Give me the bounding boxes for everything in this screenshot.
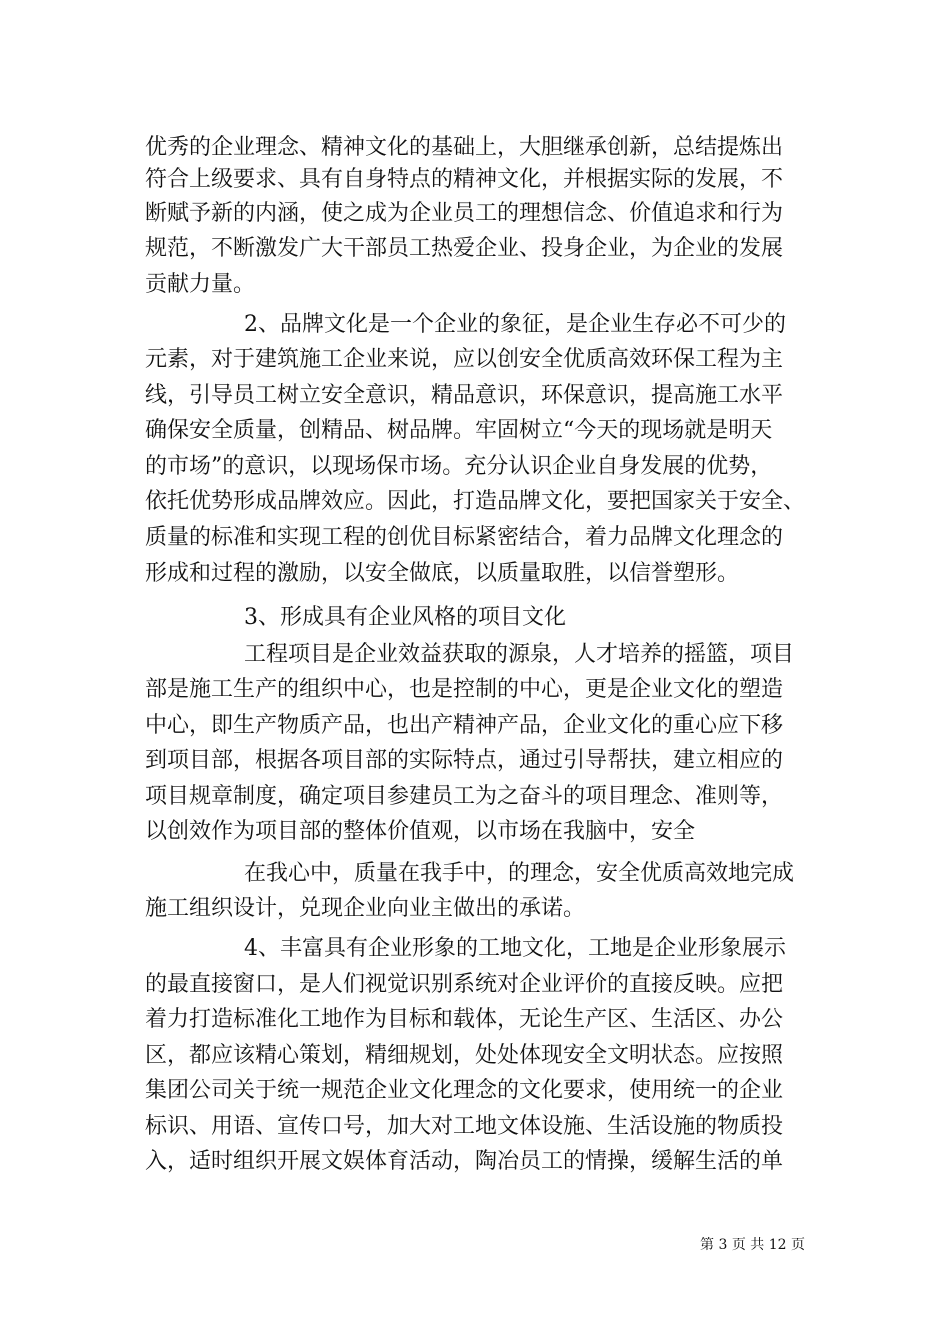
- body-text-line: 在我心中，质量在我手中，的理念，安全优质高效地完成: [244, 861, 795, 886]
- body-text-line: 规范，不断激发广大干部员工热爱企业、投身企业，为企业的发展: [145, 236, 784, 261]
- body-text-line: 形成和过程的激励，以安全做底，以质量取胜，以信誉塑形。: [145, 561, 740, 586]
- page-number-footer: 第 3 页 共 12 页: [700, 1237, 805, 1253]
- body-text-line: 区，都应该精心策划，精细规划，处处体现安全文明状态。应按照: [145, 1043, 784, 1068]
- body-text-line: 贡献力量。: [145, 272, 256, 297]
- body-text-line: 确保安全质量，创精品、树品牌。牢固树立“今天的现场就是明天: [145, 418, 773, 443]
- body-text-line: 的最直接窗口，是人们视觉识别系统对企业评价的直接反映。应把: [145, 972, 784, 997]
- body-text-line: 标识、用语、宣传口号，加大对工地文体设施、生活设施的物质投: [145, 1114, 784, 1139]
- body-text-line: 到项目部，根据各项目部的实际特点，通过引导帮扶，建立相应的: [145, 748, 784, 773]
- body-text-line: 2、品牌文化是一个企业的象征，是企业生存必不可少的: [244, 312, 786, 337]
- body-text-line: 3、形成具有企业风格的项目文化: [244, 605, 566, 630]
- body-text-line: 集团公司关于统一规范企业文化理念的文化要求，使用统一的企业: [145, 1078, 784, 1103]
- body-text-line: 部是施工生产的组织中心，也是控制的中心，更是企业文化的塑造: [145, 677, 784, 702]
- body-text-line: 项目规章制度，确定项目参建员工为之奋斗的项目理念、准则等，: [145, 784, 784, 809]
- body-text-line: 线，引导员工树立安全意识，精品意识，环保意识，提高施工水平: [145, 383, 784, 408]
- body-text-line: 着力打造标准化工地作为目标和载体，无论生产区、生活区、办公: [145, 1007, 784, 1032]
- body-text-line: 优秀的企业理念、精神文化的基础上，大胆继承创新，总结提炼出: [145, 135, 784, 160]
- body-text-line: 施工组织设计，兑现企业向业主做出的承诺。: [145, 896, 586, 921]
- body-text-line: 以创效作为项目部的整体价值观，以市场在我脑中，安全: [145, 819, 696, 844]
- body-text-line: 符合上级要求、具有自身特点的精神文化，并根据实际的发展，不: [145, 167, 784, 192]
- body-text-line: 质量的标准和实现工程的创优目标紧密结合，着力品牌文化理念的: [145, 525, 784, 550]
- body-text-line: 元素，对于建筑施工企业来说，应以创安全优质高效环保工程为主: [145, 347, 784, 372]
- body-text-line: 入，适时组织开展文娱体育活动，陶冶员工的情操，缓解生活的单: [145, 1149, 784, 1174]
- body-text-line: 4、丰富具有企业形象的工地文化，工地是企业形象展示: [244, 936, 786, 961]
- body-text-line: 断赋予新的内涵，使之成为企业员工的理想信念、价值追求和行为: [145, 201, 784, 226]
- body-text-line: 依托优势形成品牌效应。因此，打造品牌文化，要把国家关于安全、: [145, 489, 806, 514]
- body-text-line: 中心，即生产物质产品，也出产精神产品，企业文化的重心应下移: [145, 713, 784, 738]
- body-text-line: 的市场”的意识，以现场保市场。充分认识企业自身发展的优势，: [145, 454, 773, 479]
- body-text-line: 工程项目是企业效益获取的源泉，人才培养的摇篮，项目: [244, 642, 795, 667]
